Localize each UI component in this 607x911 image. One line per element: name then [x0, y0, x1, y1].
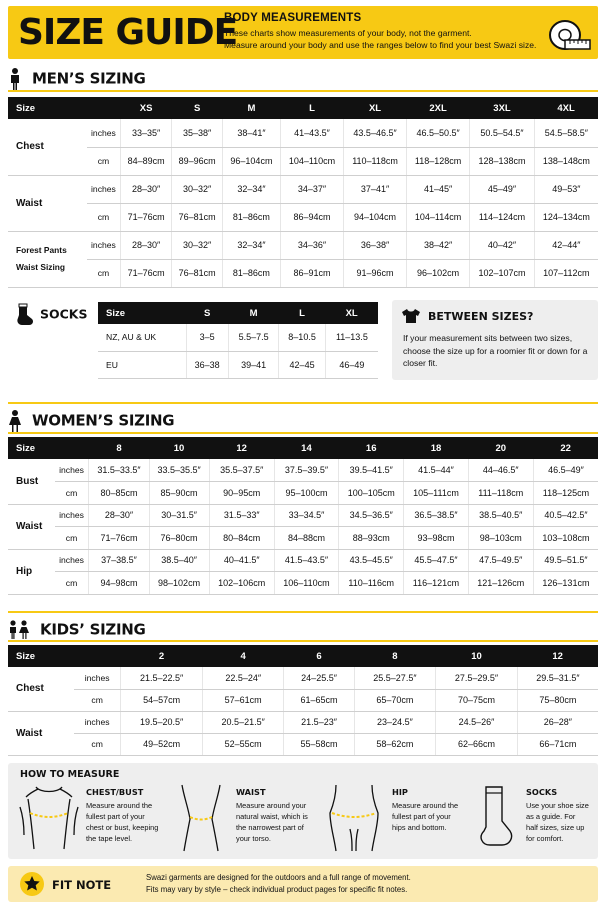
measure-waist-text: Measure around your natural waist, which is the narrowest part of your torso. — [236, 801, 308, 843]
size-value-cell: 118–128cm — [406, 147, 469, 175]
table-row — [8, 259, 598, 287]
size-header-label: Size — [8, 645, 121, 667]
row-label: Hip — [8, 549, 55, 594]
size-value-cell: 39–41 — [228, 351, 279, 378]
size-header-label: Size — [8, 97, 121, 119]
size-value-cell: 30–31.5″ — [149, 504, 209, 527]
body-measurements-line1: These charts show measurements of your body, not the garment. — [224, 28, 472, 38]
fit-note-line1: Swazi garments are designed for the outdoors and a full range of movement. — [146, 873, 411, 882]
size-value-cell: 33–35″ — [121, 119, 172, 147]
size-value-cell: 41–43.5″ — [280, 119, 343, 147]
size-value-cell: 24.5–26″ — [436, 711, 518, 733]
size-value-cell: 121–126cm — [468, 572, 533, 595]
how-to-measure-panel — [8, 763, 598, 859]
size-value-cell: 45.5–47.5″ — [404, 549, 468, 572]
size-value-cell: 33–34.5″ — [274, 504, 338, 527]
table-row — [8, 119, 598, 147]
measure-chest-title: CHEST/BUST — [86, 787, 144, 797]
size-value-cell: 100–105cm — [339, 482, 404, 505]
size-value-cell: 38.5–40″ — [149, 549, 209, 572]
size-value-cell: 81–86cm — [223, 203, 281, 231]
size-value-cell: 50.5–54.5″ — [470, 119, 534, 147]
size-value-cell: 70–75cm — [436, 689, 518, 711]
size-value-cell: 27.5–29.5″ — [436, 667, 518, 689]
measure-chest-text: Measure around the fullest part of your chest or bust, keeping the tape level. — [86, 801, 159, 843]
row-label-line: Waist Sizing — [16, 262, 66, 272]
socks-heading — [12, 303, 88, 327]
mens-sizing-title: MEN’S SIZING — [32, 69, 146, 88]
size-value-cell: 38–42″ — [406, 231, 469, 259]
unit-label: cm — [74, 733, 121, 755]
size-value-cell: 96–102cm — [406, 259, 469, 287]
unit-label: inches — [55, 504, 89, 527]
size-value-cell: 36.5–38.5″ — [404, 504, 468, 527]
table-row — [8, 175, 598, 203]
size-value-cell: 96–104cm — [223, 147, 281, 175]
between-sizes-title: BETWEEN SIZES? — [428, 309, 534, 323]
divider — [8, 640, 598, 642]
size-value-cell: 126–131cm — [533, 572, 598, 595]
size-value-cell: 111–118cm — [468, 482, 533, 505]
measure-item-hip — [326, 783, 466, 855]
mens-size-table — [8, 97, 598, 288]
size-value-cell: 49–53″ — [534, 175, 598, 203]
hips-icon — [326, 783, 382, 853]
size-value-cell: 54.5–58.5″ — [534, 119, 598, 147]
between-sizes-box — [392, 300, 598, 380]
size-value-cell: 46–49 — [325, 351, 378, 378]
size-header-cell: S — [186, 302, 228, 324]
unit-label: inches — [87, 119, 121, 147]
size-value-cell: 104–110cm — [280, 147, 343, 175]
size-value-cell: 45–49″ — [470, 175, 534, 203]
size-value-cell: 116–121cm — [404, 572, 468, 595]
table-row — [8, 667, 598, 689]
size-value-cell: 71–76cm — [89, 527, 149, 550]
unit-label: cm — [55, 482, 89, 505]
size-value-cell: 95–100cm — [274, 482, 338, 505]
size-header-cell: 10 — [149, 437, 209, 459]
size-value-cell: 47.5–49.5″ — [468, 549, 533, 572]
kids-icon — [8, 620, 30, 640]
unit-label: cm — [74, 689, 121, 711]
size-value-cell: 84–89cm — [121, 147, 172, 175]
row-label: Chest — [8, 667, 74, 711]
size-header-cell: 16 — [339, 437, 404, 459]
size-value-cell: 98–103cm — [468, 527, 533, 550]
size-value-cell: 89–96cm — [172, 147, 223, 175]
size-value-cell: 80–85cm — [89, 482, 149, 505]
size-header-label: Size — [98, 302, 186, 324]
measure-socks-title: SOCKS — [526, 787, 558, 797]
size-value-cell: 28–30″ — [89, 504, 149, 527]
size-value-cell: 61–65cm — [284, 689, 354, 711]
size-value-cell: 36–38 — [186, 351, 228, 378]
size-value-cell: 84–88cm — [274, 527, 338, 550]
size-header-cell: 3XL — [470, 97, 534, 119]
size-header-cell: 2XL — [406, 97, 469, 119]
size-value-cell: 22.5–24″ — [202, 667, 284, 689]
table-row — [8, 504, 598, 527]
size-value-cell: 81–86cm — [223, 259, 281, 287]
size-value-cell: 24–25.5″ — [284, 667, 354, 689]
size-value-cell: 76–80cm — [149, 527, 209, 550]
row-label: Bust — [8, 459, 55, 504]
size-value-cell: 34–37″ — [280, 175, 343, 203]
fit-note-title: FIT NOTE — [52, 878, 112, 892]
unit-label: cm — [87, 259, 121, 287]
size-header-cell: 20 — [468, 437, 533, 459]
size-value-cell: 62–66cm — [436, 733, 518, 755]
divider — [8, 90, 598, 92]
size-value-cell: 102–106cm — [209, 572, 274, 595]
sock-icon — [12, 303, 34, 327]
size-value-cell: 35.5–37.5″ — [209, 459, 274, 482]
size-header-label: Size — [8, 437, 89, 459]
table-row — [8, 689, 598, 711]
size-value-cell: 86–94cm — [280, 203, 343, 231]
size-value-cell: 110–118cm — [344, 147, 407, 175]
size-value-cell: 118–125cm — [533, 482, 598, 505]
size-value-cell: 71–76cm — [121, 203, 172, 231]
size-value-cell: 37–41″ — [344, 175, 407, 203]
size-header-cell: 12 — [517, 645, 598, 667]
row-label: NZ, AU & UK — [98, 324, 186, 351]
size-value-cell: 35–38″ — [172, 119, 223, 147]
size-value-cell: 37–38.5″ — [89, 549, 149, 572]
size-value-cell: 41.5–44″ — [404, 459, 468, 482]
size-value-cell: 102–107cm — [470, 259, 534, 287]
size-value-cell: 66–71cm — [517, 733, 598, 755]
size-value-cell: 41–45″ — [406, 175, 469, 203]
size-value-cell: 34–36″ — [280, 231, 343, 259]
size-header-cell: 22 — [533, 437, 598, 459]
size-value-cell: 44–46.5″ — [468, 459, 533, 482]
size-value-cell: 85–90cm — [149, 482, 209, 505]
size-value-cell: 40.5–42.5″ — [533, 504, 598, 527]
size-value-cell: 38–41″ — [223, 119, 281, 147]
size-value-cell: 106–110cm — [274, 572, 338, 595]
unit-label: inches — [87, 175, 121, 203]
size-value-cell: 107–112cm — [534, 259, 598, 287]
measure-item-socks — [476, 783, 594, 855]
size-value-cell: 94–104cm — [344, 203, 407, 231]
size-value-cell: 29.5–31.5″ — [517, 667, 598, 689]
size-value-cell: 40–41.5″ — [209, 549, 274, 572]
size-header-cell: L — [279, 302, 325, 324]
unit-label: cm — [55, 572, 89, 595]
size-value-cell: 32–34″ — [223, 175, 281, 203]
between-sizes-text: If your measurement sits between two sizes, choose the size up for a roomier fit or down for a closer fit. — [403, 333, 588, 368]
size-value-cell: 71–76cm — [121, 259, 172, 287]
fit-note-line2: Fits may vary by style – check individual product pages for specific fit notes. — [146, 885, 408, 894]
size-value-cell: 34.5–36.5″ — [339, 504, 404, 527]
unit-label: cm — [87, 147, 121, 175]
size-header-cell: 18 — [404, 437, 468, 459]
size-value-cell: 49–52cm — [121, 733, 203, 755]
size-value-cell: 52–55cm — [202, 733, 284, 755]
size-value-cell: 3–5 — [186, 324, 228, 351]
woman-icon — [8, 410, 22, 432]
row-label: Waist — [8, 504, 55, 549]
kids-size-table — [8, 645, 598, 756]
table-row — [8, 482, 598, 505]
size-header-cell: M — [228, 302, 279, 324]
size-value-cell: 105–111cm — [404, 482, 468, 505]
measure-socks-text: Use your shoe size as a guide. For half sizes, size up for comfort. — [526, 801, 589, 843]
size-value-cell: 30–32″ — [172, 231, 223, 259]
size-value-cell: 124–134cm — [534, 203, 598, 231]
size-value-cell: 75–80cm — [517, 689, 598, 711]
unit-label: cm — [55, 527, 89, 550]
size-value-cell: 11–13.5 — [325, 324, 378, 351]
table-row — [8, 527, 598, 550]
unit-label: cm — [87, 203, 121, 231]
size-header-cell: XS — [121, 97, 172, 119]
row-label: EU — [98, 351, 186, 378]
socks-size-table — [98, 302, 378, 379]
size-value-cell: 30–32″ — [172, 175, 223, 203]
size-value-cell: 43.5–45.5″ — [339, 549, 404, 572]
size-value-cell: 19.5–20.5″ — [121, 711, 203, 733]
size-value-cell: 25.5–27.5″ — [354, 667, 436, 689]
size-value-cell: 37.5–39.5″ — [274, 459, 338, 482]
unit-label: inches — [87, 231, 121, 259]
size-value-cell: 41.5–43.5″ — [274, 549, 338, 572]
size-value-cell: 57–61cm — [202, 689, 284, 711]
size-value-cell: 31.5–33″ — [209, 504, 274, 527]
size-value-cell: 103–108cm — [533, 527, 598, 550]
size-value-cell: 65–70cm — [354, 689, 436, 711]
table-row — [8, 147, 598, 175]
table-row — [8, 459, 598, 482]
size-value-cell: 86–91cm — [280, 259, 343, 287]
header-banner — [8, 6, 598, 59]
star-icon — [20, 872, 44, 896]
size-value-cell: 138–148cm — [534, 147, 598, 175]
size-header-cell: 8 — [89, 437, 149, 459]
size-value-cell: 42–45 — [279, 351, 325, 378]
measure-hip-text: Measure around the fullest part of your hips and bottom. — [392, 801, 459, 832]
size-header-cell: 4 — [202, 645, 284, 667]
size-value-cell: 91–96cm — [344, 259, 407, 287]
row-label — [8, 231, 87, 287]
table-row — [98, 351, 378, 378]
man-icon — [8, 68, 22, 90]
size-value-cell: 58–62cm — [354, 733, 436, 755]
tape-measure-icon — [548, 18, 592, 52]
size-value-cell: 46.5–49″ — [533, 459, 598, 482]
size-header-cell: 12 — [209, 437, 274, 459]
kids-sizing-heading — [8, 620, 598, 640]
table-row — [8, 733, 598, 755]
size-header-cell: S — [172, 97, 223, 119]
row-label: Waist — [8, 711, 74, 755]
womens-size-table — [8, 437, 598, 595]
size-value-cell: 39.5–41.5″ — [339, 459, 404, 482]
divider — [8, 611, 598, 613]
womens-sizing-heading — [8, 410, 598, 432]
row-label: Waist — [8, 175, 87, 231]
size-value-cell: 38.5–40.5″ — [468, 504, 533, 527]
divider — [8, 432, 598, 434]
size-value-cell: 36–38″ — [344, 231, 407, 259]
size-value-cell: 128–138cm — [470, 147, 534, 175]
table-row — [8, 549, 598, 572]
torso-chest-icon — [18, 783, 80, 853]
row-label-line: Forest Pants — [16, 245, 67, 255]
size-value-cell: 93–98cm — [404, 527, 468, 550]
unit-label: inches — [55, 459, 89, 482]
size-value-cell: 54–57cm — [121, 689, 203, 711]
size-header-cell: 2 — [121, 645, 203, 667]
size-header-cell: 10 — [436, 645, 518, 667]
measure-hip-title: HIP — [392, 787, 408, 797]
womens-sizing-title: WOMEN’S SIZING — [32, 411, 175, 430]
size-header-cell: 8 — [354, 645, 436, 667]
measure-item-waist — [176, 783, 316, 855]
unit-label: inches — [55, 549, 89, 572]
table-row — [8, 203, 598, 231]
size-header-cell: 6 — [284, 645, 354, 667]
size-value-cell: 55–58cm — [284, 733, 354, 755]
size-value-cell: 32–34″ — [223, 231, 281, 259]
size-header-cell: 14 — [274, 437, 338, 459]
size-value-cell: 28–30″ — [121, 231, 172, 259]
size-value-cell: 28–30″ — [121, 175, 172, 203]
size-value-cell: 76–81cm — [172, 259, 223, 287]
size-header-cell: L — [280, 97, 343, 119]
size-value-cell: 8–10.5 — [279, 324, 325, 351]
size-header-cell: XL — [344, 97, 407, 119]
size-value-cell: 20.5–21.5″ — [202, 711, 284, 733]
body-measurements-line2: Measure around your body and use the ranges below to find your best Swazi size. — [224, 40, 537, 50]
size-value-cell: 43.5–46.5″ — [344, 119, 407, 147]
size-value-cell: 90–95cm — [209, 482, 274, 505]
size-value-cell: 98–102cm — [149, 572, 209, 595]
size-header-cell: 4XL — [534, 97, 598, 119]
size-value-cell: 21.5–22.5″ — [121, 667, 203, 689]
body-measurements-title: BODY MEASUREMENTS — [224, 12, 362, 24]
size-value-cell: 49.5–51.5″ — [533, 549, 598, 572]
socks-title: SOCKS — [40, 306, 88, 322]
size-value-cell: 114–124cm — [470, 203, 534, 231]
size-value-cell: 46.5–50.5″ — [406, 119, 469, 147]
torso-waist-icon — [176, 783, 226, 853]
row-label: Chest — [8, 119, 87, 175]
size-value-cell: 80–84cm — [209, 527, 274, 550]
table-row — [8, 572, 598, 595]
kids-sizing-title: KIDS’ SIZING — [40, 620, 146, 639]
fit-note-box — [8, 866, 598, 902]
mens-sizing-heading — [8, 68, 598, 90]
table-row — [8, 231, 598, 259]
how-to-measure-title: HOW TO MEASURE — [20, 769, 120, 780]
size-header-cell: M — [223, 97, 281, 119]
size-value-cell: 21.5–23″ — [284, 711, 354, 733]
size-value-cell: 94–98cm — [89, 572, 149, 595]
size-value-cell: 40–42″ — [470, 231, 534, 259]
table-row — [8, 711, 598, 733]
page-title: SIZE GUIDE — [18, 12, 238, 53]
measure-item-chest — [18, 783, 168, 855]
size-value-cell: 23–24.5″ — [354, 711, 436, 733]
sock-outline-icon — [476, 783, 516, 853]
size-value-cell: 26–28″ — [517, 711, 598, 733]
size-value-cell: 88–93cm — [339, 527, 404, 550]
size-header-cell: XL — [325, 302, 378, 324]
size-value-cell: 110–116cm — [339, 572, 404, 595]
size-value-cell: 31.5–33.5″ — [89, 459, 149, 482]
unit-label: inches — [74, 711, 121, 733]
size-value-cell: 5.5–7.5 — [228, 324, 279, 351]
size-value-cell: 33.5–35.5″ — [149, 459, 209, 482]
tshirt-icon — [402, 309, 420, 323]
size-value-cell: 104–114cm — [406, 203, 469, 231]
size-value-cell: 76–81cm — [172, 203, 223, 231]
unit-label: inches — [74, 667, 121, 689]
measure-waist-title: WAIST — [236, 787, 266, 797]
table-row — [98, 324, 378, 351]
size-value-cell: 42–44″ — [534, 231, 598, 259]
divider — [8, 402, 598, 404]
